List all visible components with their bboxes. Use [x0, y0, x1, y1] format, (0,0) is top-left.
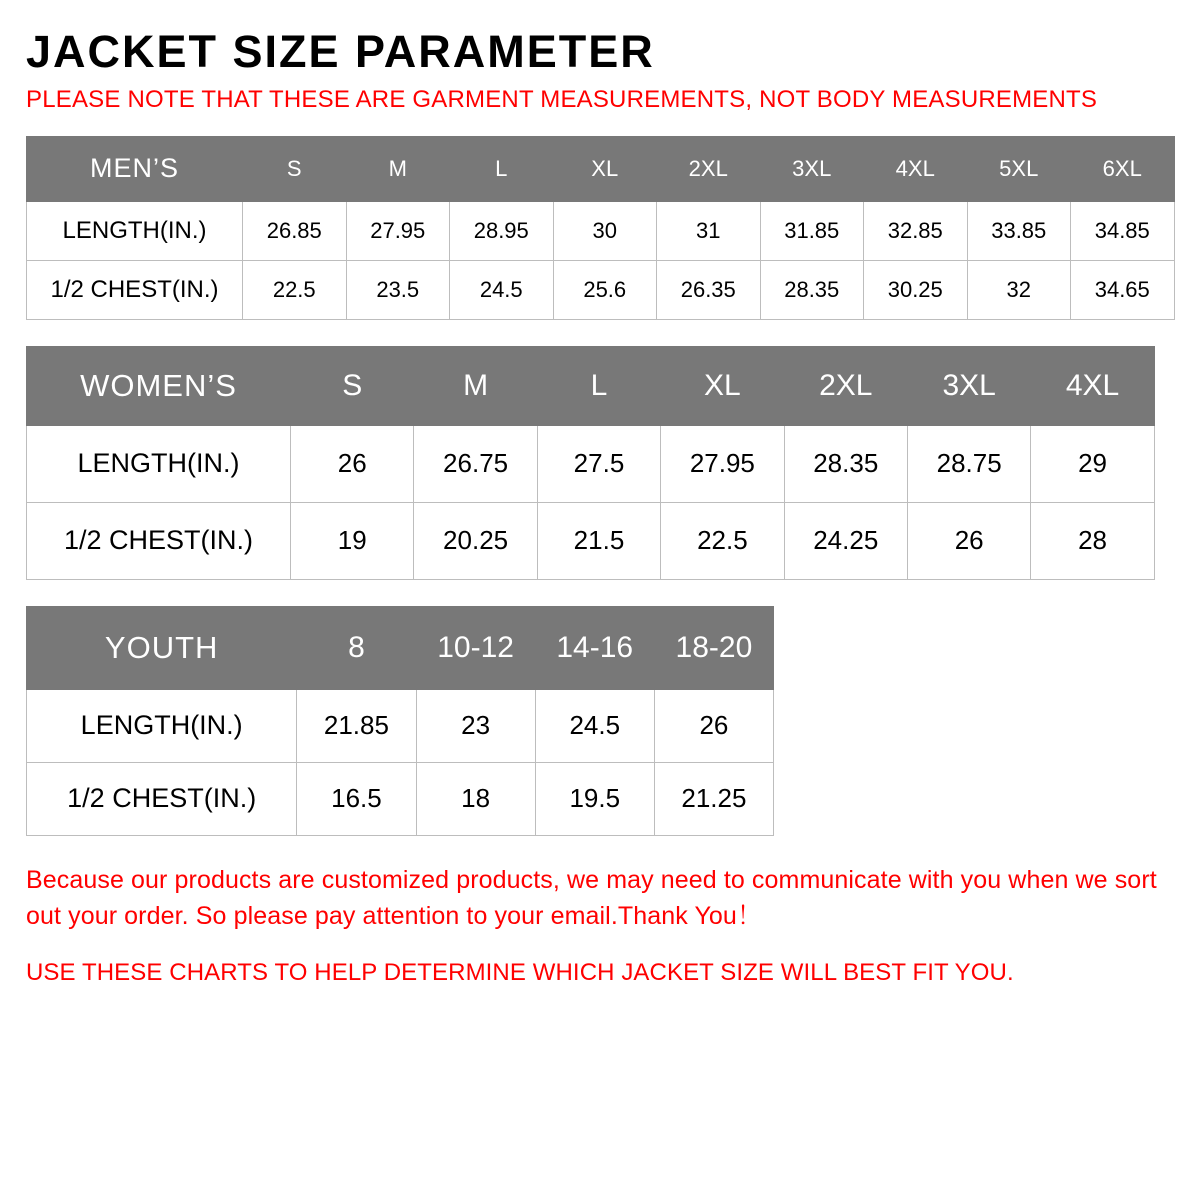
table-cell: 26.35	[657, 260, 761, 319]
table-cell: 26.85	[243, 201, 347, 260]
table-cell: 16.5	[297, 762, 416, 835]
table-cell: 28.35	[784, 425, 907, 502]
table-row	[27, 689, 774, 762]
table-cell: 25.6	[553, 260, 657, 319]
table-cell: 19.5	[535, 762, 654, 835]
column-header: 18-20	[654, 606, 773, 689]
table-cell: 28.75	[907, 425, 1030, 502]
row-label: LENGTH(IN.)	[27, 425, 291, 502]
column-header: S	[291, 346, 414, 425]
table-cell: 22.5	[661, 502, 784, 579]
column-header: 3XL	[760, 136, 864, 201]
table-cell: 32.85	[864, 201, 968, 260]
table-cell: 33.85	[967, 201, 1071, 260]
column-header: 4XL	[1031, 346, 1154, 425]
column-header: 14-16	[535, 606, 654, 689]
row-label: 1/2 CHEST(IN.)	[27, 502, 291, 579]
column-header: M	[414, 346, 537, 425]
table-row	[27, 201, 1175, 260]
table-cell: 20.25	[414, 502, 537, 579]
table-cell: 18	[416, 762, 535, 835]
table-cell: 30.25	[864, 260, 968, 319]
youth-size-table	[26, 606, 774, 836]
table-header-row	[27, 346, 1155, 425]
table-cell: 27.95	[346, 201, 450, 260]
table-row	[27, 425, 1155, 502]
column-header: 10-12	[416, 606, 535, 689]
measurement-note: PLEASE NOTE THAT THESE ARE GARMENT MEASUREMENTS, NOT BODY MEASUREMENTS	[26, 86, 1098, 114]
table-header-row	[27, 606, 774, 689]
column-header: 4XL	[864, 136, 968, 201]
table-cell: 26.75	[414, 425, 537, 502]
table-cell: 26	[907, 502, 1030, 579]
footer-note-customization: Because our products are customized products, we may need to communicate with you when we sort out your order. So please pay attention to your email.Thank You！	[26, 865, 1157, 931]
table-cell: 24.5	[450, 260, 554, 319]
womens-table-label: WOMEN’S	[27, 346, 291, 425]
column-header: XL	[661, 346, 784, 425]
row-label: LENGTH(IN.)	[27, 201, 243, 260]
youth-table-label: YOUTH	[27, 606, 297, 689]
table-cell: 26	[291, 425, 414, 502]
table-cell: 34.85	[1071, 201, 1175, 260]
table-cell: 28.95	[450, 201, 554, 260]
table-cell: 26	[654, 689, 773, 762]
table-cell: 24.5	[535, 689, 654, 762]
column-header: L	[537, 346, 660, 425]
mens-size-table	[26, 136, 1175, 320]
table-cell: 19	[291, 502, 414, 579]
column-header: 6XL	[1071, 136, 1175, 201]
row-label: 1/2 CHEST(IN.)	[27, 762, 297, 835]
table-row	[27, 260, 1175, 319]
column-header: M	[346, 136, 450, 201]
column-header: 3XL	[907, 346, 1030, 425]
mens-table-label: MEN’S	[27, 136, 243, 201]
table-cell: 27.95	[661, 425, 784, 502]
column-header: L	[450, 136, 554, 201]
row-label: 1/2 CHEST(IN.)	[27, 260, 243, 319]
table-cell: 21.5	[537, 502, 660, 579]
column-header: 2XL	[784, 346, 907, 425]
table-header-row	[27, 136, 1175, 201]
table-cell: 27.5	[537, 425, 660, 502]
table-cell: 21.85	[297, 689, 416, 762]
table-row	[27, 502, 1155, 579]
table-cell: 23	[416, 689, 535, 762]
column-header: 2XL	[657, 136, 761, 201]
table-row	[27, 762, 774, 835]
table-cell: 31	[657, 201, 761, 260]
table-cell: 23.5	[346, 260, 450, 319]
table-cell: 30	[553, 201, 657, 260]
table-cell: 24.25	[784, 502, 907, 579]
column-header: 8	[297, 606, 416, 689]
table-cell: 34.65	[1071, 260, 1175, 319]
page-title: JACKET SIZE PARAMETER	[26, 26, 655, 77]
table-cell: 31.85	[760, 201, 864, 260]
column-header: XL	[553, 136, 657, 201]
table-cell: 28.35	[760, 260, 864, 319]
table-cell: 22.5	[243, 260, 347, 319]
column-header: S	[243, 136, 347, 201]
table-cell: 21.25	[654, 762, 773, 835]
womens-size-table	[26, 346, 1155, 580]
footer-note-usage: USE THESE CHARTS TO HELP DETERMINE WHICH JACKET SIZE WILL BEST FIT YOU.	[26, 959, 1014, 987]
table-cell: 29	[1031, 425, 1154, 502]
column-header: 5XL	[967, 136, 1071, 201]
footer-notes	[26, 862, 1174, 991]
row-label: LENGTH(IN.)	[27, 689, 297, 762]
table-cell: 28	[1031, 502, 1154, 579]
table-cell: 32	[967, 260, 1071, 319]
